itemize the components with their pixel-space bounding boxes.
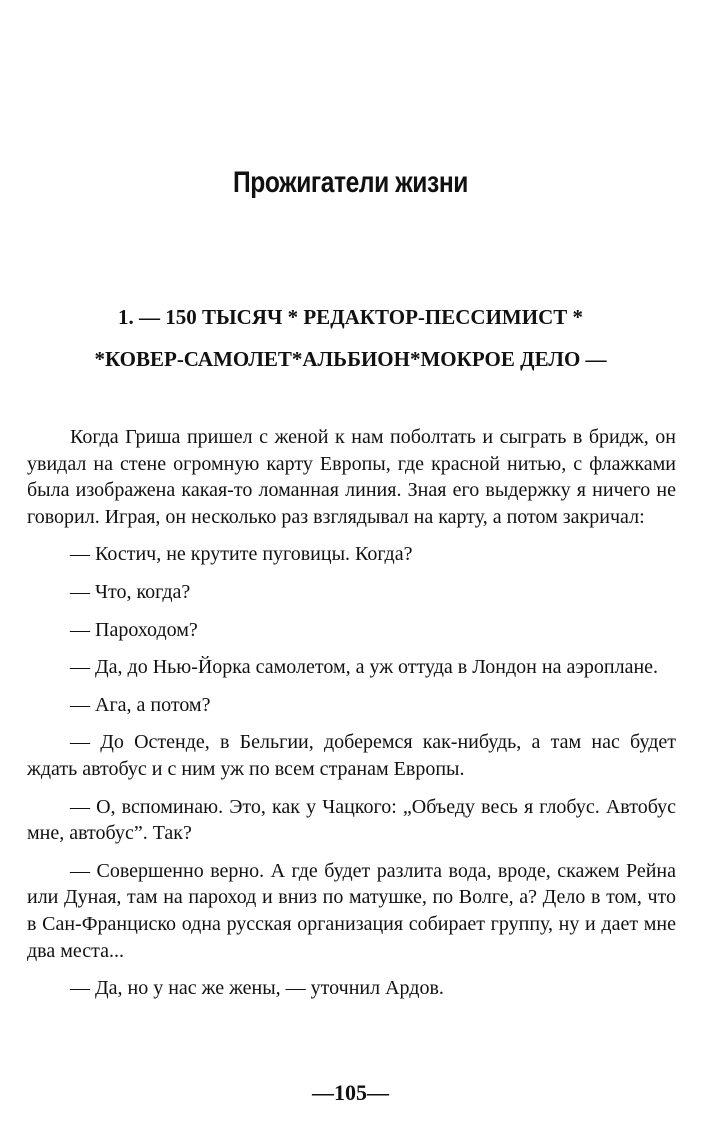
- dialogue-line: — Что, когда?: [70, 580, 191, 603]
- dialogue-line: — Да, до Нью-Йорка самолетом, а уж оттуда в Лондон на аэроплане.: [70, 656, 659, 679]
- body-text: [27, 424, 676, 1013]
- chapter-heading-line-2: *КОВЕР-САМОЛЕТ*АЛЬБИОН*МОКРОЕ ДЕЛО —: [94, 347, 607, 371]
- chapter-heading-line-1: 1. — 150 ТЫСЯЧ * РЕДАКТОР-ПЕССИМИСТ *: [117, 305, 583, 329]
- dialogue-line: — Совершенно верно. А где будет разлита вода, вроде, скажем Рейна или Дуная, там на пароход и вниз по матушке, по Волге, а? Дело в том, что в Сан-Франциско одна русская организация собирает группу, ну и дает мне два места...: [27, 859, 676, 962]
- page-number: —105—: [312, 1080, 389, 1105]
- chapter-heading: [0, 296, 701, 380]
- dialogue-line: — О, вспоминаю. Это, как у Чацкого: „Объеду весь я глобус. Автобус мне, автобус”. Так?: [27, 795, 676, 845]
- dialogue-line: — Пароходом?: [70, 618, 198, 641]
- paragraph: Когда Гриша пришел с женой к нам поболтать и сыграть в бридж, он увидал на стене огромную карту Европы, где красной нитью, с флажками была изображена какая-то ломанная линия. Зная его выдержку я ничего не говорил. Играя, он несколько раз взглядывал на карту, а потом закричал:: [27, 426, 676, 528]
- dialogue-line: — До Остенде, в Бельгии, доберемся как-нибудь, а там нас будет ждать автобус и с ним уж по всем странам Европы.: [27, 731, 676, 780]
- page-title: Прожигатели жизни: [232, 166, 469, 199]
- dialogue-line: — Да, но у нас же жены, — уточнил Ардов.: [70, 977, 444, 1000]
- dialogue-line: — Костич, не крутите пуговицы. Когда?: [70, 543, 413, 566]
- dialogue-line: — Ага, а потом?: [70, 693, 211, 716]
